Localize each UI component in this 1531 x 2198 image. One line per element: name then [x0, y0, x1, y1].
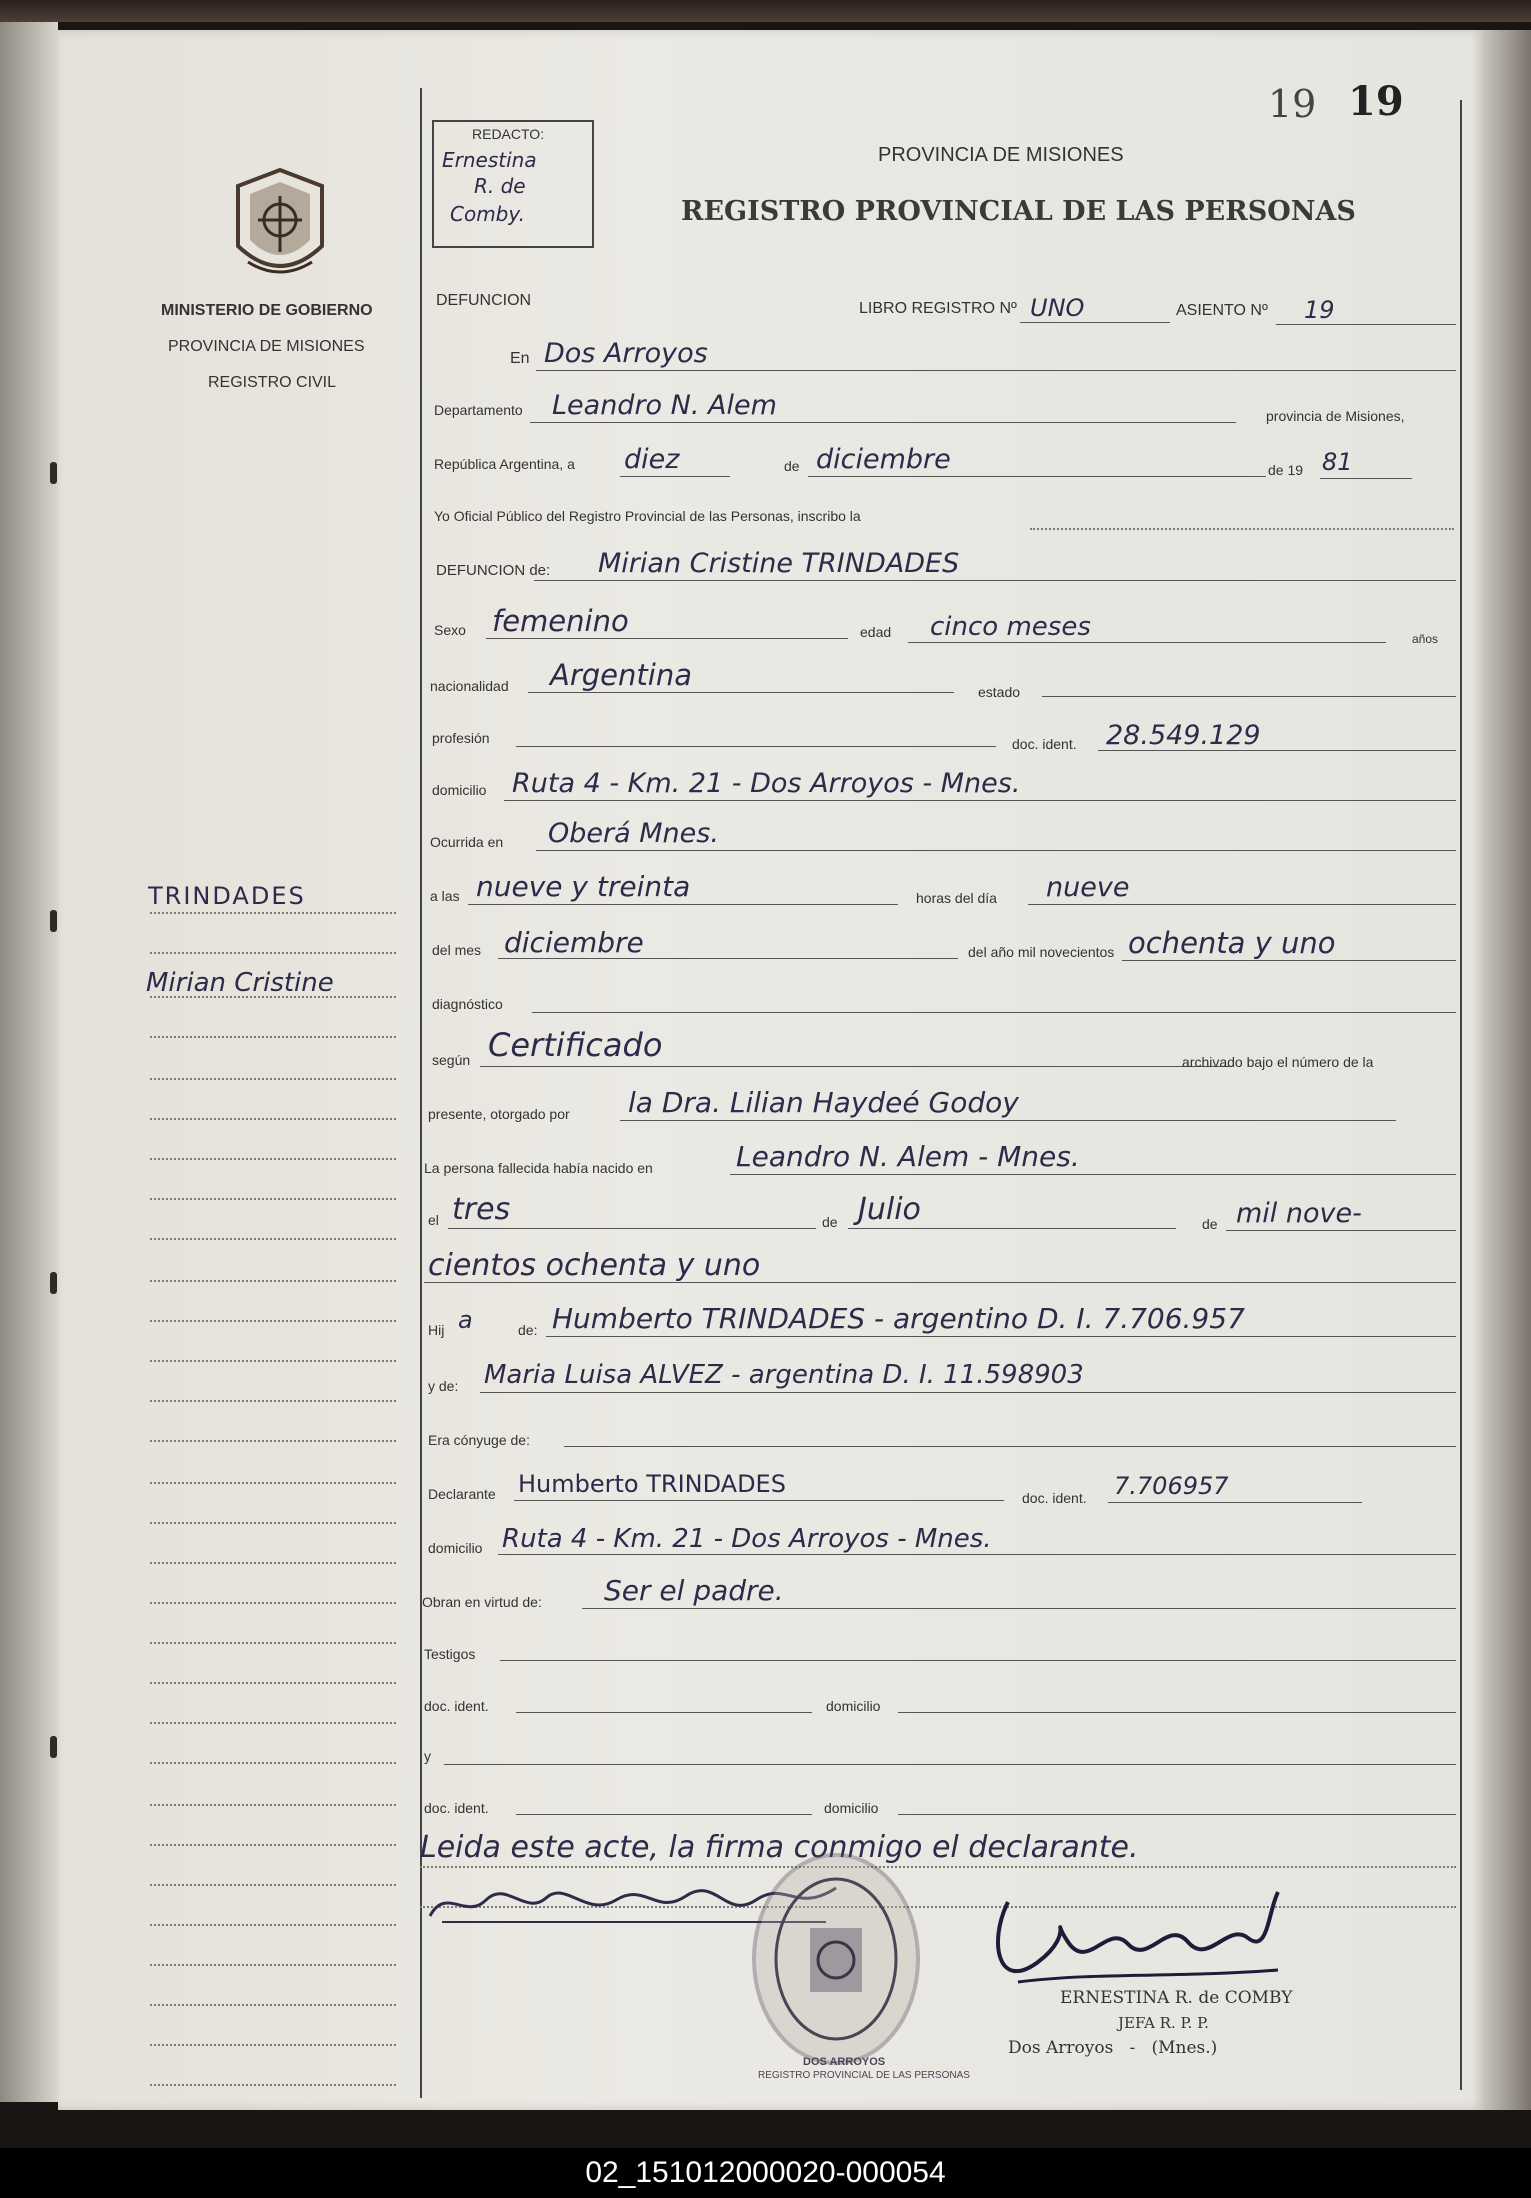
binding-ring	[50, 462, 57, 484]
nac-de-label: de	[822, 1214, 838, 1230]
anio-mil-label: del año mil novecientos	[968, 944, 1115, 960]
presente-value: la Dra. Lilian Haydeé Godoy	[628, 1086, 1019, 1119]
anio-label: de 19	[1268, 462, 1304, 478]
margin-line	[150, 1642, 396, 1644]
binding-ring	[50, 1736, 57, 1758]
en-line	[536, 370, 1456, 371]
margin-line	[150, 1804, 396, 1806]
hora-line	[468, 904, 898, 905]
margin-line	[150, 952, 396, 954]
oficial-line	[1030, 528, 1454, 530]
nacido-line	[730, 1174, 1456, 1175]
anio-mil-value: ochenta y uno	[1128, 926, 1336, 960]
hij-de-label: de:	[518, 1322, 538, 1338]
official-signature	[978, 1882, 1288, 2002]
registry-title: REGISTRO PROVINCIAL DE LAS PERSONAS	[681, 196, 1356, 227]
redacto-name-1: Ernestina	[442, 148, 537, 172]
nacionalidad-label: nacionalidad	[430, 678, 509, 694]
province-heading: PROVINCIA DE MISIONES	[878, 144, 1124, 166]
margin-line	[150, 1482, 396, 1484]
defuncion-type-label: DEFUNCION	[436, 292, 532, 309]
obran-label: Obran en virtud de:	[422, 1594, 542, 1610]
republica-label: República Argentina, a	[434, 456, 575, 472]
anio-value: 81	[1322, 448, 1353, 476]
mes-muerte-value: diciembre	[504, 926, 644, 959]
domicilio-line	[504, 800, 1456, 801]
presente-label: presente, otorgado por	[428, 1106, 570, 1122]
horas-dia-label: horas del día	[916, 890, 997, 906]
mes-value: diciembre	[816, 444, 951, 475]
image-caption: 02_151012000020-000054	[0, 2148, 1531, 2198]
dia-muerte-value: nueve	[1046, 872, 1130, 903]
nac-anio-cont: cientos ochenta y uno	[428, 1248, 761, 1283]
el-label: el	[428, 1212, 439, 1228]
right-book-edge	[1483, 30, 1531, 2110]
province-label: PROVINCIA DE MISIONES	[168, 338, 365, 355]
margin-line	[150, 1440, 396, 1442]
sexo-line	[486, 638, 848, 639]
binding-ring	[50, 1272, 57, 1294]
margin-line	[150, 1562, 396, 1564]
obran-value: Ser el padre.	[604, 1574, 784, 1607]
libro-line	[1020, 322, 1170, 323]
doc-ident-label: doc. ident.	[1012, 736, 1077, 752]
conyuge-label: Era cónyuge de:	[428, 1432, 530, 1448]
oficial-text: Yo Oficial Público del Registro Provincial de las Personas, inscribo la	[434, 508, 861, 524]
asiento-value: 19	[1304, 296, 1335, 324]
mes-line	[808, 476, 1266, 477]
column-divider	[420, 88, 422, 2098]
nac-mes-value: Julio	[858, 1192, 921, 1227]
seal-text-bottom: DOS ARROYOS	[803, 2056, 886, 2068]
segun-value: Certificado	[488, 1026, 663, 1064]
closing-line	[420, 1866, 1456, 1868]
segun-line	[480, 1066, 1232, 1067]
margin-line	[150, 1198, 396, 1200]
margin-line	[150, 1682, 396, 1684]
asiento-line	[1276, 324, 1456, 325]
edad-value: cinco meses	[930, 612, 1091, 642]
margin-line	[150, 2044, 396, 2046]
margin-line	[150, 912, 396, 914]
margin-line	[150, 1762, 396, 1764]
nacido-label: La persona fallecida había nacido en	[424, 1160, 653, 1176]
defuncion-de-label: DEFUNCION de:	[436, 562, 551, 579]
nac-anio-value: mil nove-	[1236, 1198, 1362, 1229]
margin-line	[150, 1844, 396, 1846]
right-rule	[1460, 100, 1462, 2090]
decl-doc-value: 7.706957	[1114, 1472, 1229, 1500]
binding-ring	[50, 910, 57, 932]
testigo2-dom-line	[898, 1814, 1456, 1815]
testigo2-doc-line	[516, 1814, 812, 1815]
testigo2-line	[444, 1764, 1456, 1765]
domicilio-value: Ruta 4 - Km. 21 - Dos Arroyos - Mnes.	[512, 768, 1021, 799]
y-de-label: y de:	[428, 1378, 459, 1394]
del-mes-label: del mes	[432, 942, 482, 958]
nacionalidad-line	[528, 692, 954, 693]
closing-text: Leida este acte, la firma conmigo el declarante.	[420, 1830, 1139, 1865]
domicilio-label: domicilio	[432, 782, 487, 798]
anio-line	[1320, 478, 1412, 479]
conyuge-line	[564, 1446, 1456, 1447]
margin-line	[150, 1964, 396, 1966]
official-name: ERNESTINA R. de COMBY	[1060, 1988, 1293, 2008]
margin-line	[150, 1036, 396, 1038]
edad-line	[908, 642, 1386, 643]
madre-line	[480, 1392, 1456, 1393]
nac-mes-line	[848, 1228, 1176, 1229]
hij-label: Hij	[428, 1322, 445, 1338]
margin-line	[150, 1884, 396, 1886]
doc-ident-value: 28.549.129	[1106, 720, 1261, 751]
margin-line	[150, 1360, 396, 1362]
nac-dia-value: tres	[452, 1192, 511, 1227]
margin-line	[150, 1280, 396, 1282]
margin-line	[150, 1320, 396, 1322]
libro-value: UNO	[1030, 294, 1085, 322]
left-book-edge	[0, 22, 58, 2102]
profesion-label: profesión	[432, 730, 490, 746]
decl-dom-line	[498, 1554, 1456, 1555]
margin-line	[150, 1924, 396, 1926]
padre-value: Humberto TRINDADES - argentino D. I. 7.706.957	[552, 1302, 1245, 1335]
testigo1-doc-line	[516, 1712, 812, 1713]
nac-dia-line	[448, 1228, 816, 1229]
testigo2-dom-label: domicilio	[824, 1800, 879, 1816]
official-seal-icon	[748, 1848, 924, 2070]
official-place: Dos Arroyos - (Mnes.)	[1008, 2038, 1218, 2058]
testigo1-doc-label: doc. ident.	[424, 1698, 489, 1714]
redacto-box	[432, 120, 594, 248]
asiento-label: ASIENTO Nº	[1176, 302, 1268, 319]
estado-line	[1042, 696, 1456, 697]
estado-label: estado	[978, 684, 1021, 700]
dia-muerte-line	[1028, 904, 1456, 905]
departamento-line	[530, 422, 1236, 423]
en-value: Dos Arroyos	[544, 338, 708, 369]
decl-dom-value: Ruta 4 - Km. 21 - Dos Arroyos - Mnes.	[502, 1524, 992, 1554]
dia-value: diez	[624, 444, 680, 475]
libro-label: LIBRO REGISTRO Nº	[859, 300, 1017, 317]
decl-doc-label: doc. ident.	[1022, 1490, 1087, 1506]
page-number-overwrite: 19	[1348, 78, 1404, 125]
nac-anio-line	[1226, 1230, 1456, 1231]
margin-surname: TRINDADES	[148, 882, 306, 910]
testigos-line	[500, 1660, 1456, 1661]
ocurrida-label: Ocurrida en	[430, 834, 504, 850]
de-label: de	[784, 458, 800, 474]
seal-text-top: REGISTRO PROVINCIAL DE LAS PERSONAS	[758, 2070, 970, 2081]
document-page	[58, 30, 1483, 2110]
margin-line	[150, 2084, 396, 2086]
departamento-label: Departamento	[434, 402, 523, 418]
madre-value: Maria Luisa ALVEZ - argentina D. I. 11.598903	[484, 1360, 1084, 1390]
decl-dom-label: domicilio	[428, 1540, 483, 1556]
declarante-line	[514, 1500, 1004, 1501]
official-role: JEFA R. P. P.	[1118, 2014, 1209, 2032]
redacto-name-3: Comby.	[450, 202, 526, 226]
nacido-value: Leandro N. Alem - Mnes.	[736, 1140, 1080, 1173]
provincia-suffix: provincia de Misiones,	[1266, 408, 1405, 424]
margin-line	[150, 1602, 396, 1604]
declarante-label: Declarante	[428, 1486, 496, 1502]
redacto-label: REDACTO:	[472, 126, 545, 142]
redacto-name-2: R. de	[474, 174, 526, 198]
sexo-label: Sexo	[434, 622, 466, 638]
defuncion-de-line	[534, 580, 1456, 581]
diagnostico-label: diagnóstico	[432, 996, 503, 1012]
a-las-label: a las	[430, 888, 460, 904]
nacionalidad-value: Argentina	[550, 658, 692, 692]
anio-mil-line	[1122, 960, 1456, 961]
margin-line	[150, 1522, 396, 1524]
testigo1-dom-line	[898, 1712, 1456, 1713]
margin-line	[150, 1238, 396, 1240]
ocurrida-value: Oberá Mnes.	[548, 818, 719, 849]
diagnostico-line	[532, 1012, 1456, 1013]
sexo-value: femenino	[492, 604, 629, 638]
margin-given-name: Mirian Cristine	[146, 968, 334, 998]
margin-line	[150, 1118, 396, 1120]
top-edge	[0, 0, 1531, 22]
margin-line	[150, 2004, 396, 2006]
margin-line	[150, 1722, 396, 1724]
ministry-label: MINISTERIO DE GOBIERNO	[161, 302, 373, 319]
coat-of-arms-icon	[228, 166, 332, 290]
dia-line	[620, 476, 730, 477]
segun-label: según	[432, 1052, 471, 1068]
page-number: 19	[1268, 82, 1317, 126]
departamento-value: Leandro N. Alem	[552, 390, 777, 421]
archivado-label: archivado bajo el número de la	[1182, 1054, 1374, 1070]
margin-line	[150, 996, 396, 998]
anos-label: años	[1412, 632, 1439, 646]
defuncion-de-value: Mirian Cristine TRINDADES	[598, 548, 960, 579]
edad-label: edad	[860, 624, 892, 640]
obran-line	[582, 1608, 1456, 1609]
padre-line	[546, 1336, 1456, 1337]
testigos-label: Testigos	[424, 1646, 476, 1662]
margin-line	[150, 1078, 396, 1080]
declarante-value: Humberto TRINDADES	[518, 1470, 786, 1498]
decl-doc-line	[1108, 1502, 1362, 1503]
margin-line	[150, 1158, 396, 1160]
hora-value: nueve y treinta	[476, 870, 691, 903]
presente-line	[620, 1120, 1396, 1121]
en-label: En	[510, 350, 530, 367]
y-label: y	[424, 1748, 431, 1764]
registro-label: REGISTRO CIVIL	[208, 374, 337, 391]
margin-line	[150, 1400, 396, 1402]
profesion-line	[516, 746, 996, 747]
testigo1-dom-label: domicilio	[826, 1698, 881, 1714]
ocurrida-line	[536, 850, 1456, 851]
nac-de2-label: de	[1202, 1216, 1218, 1232]
testigo2-doc-label: doc. ident.	[424, 1800, 489, 1816]
hij-suffix: a	[458, 1306, 473, 1334]
